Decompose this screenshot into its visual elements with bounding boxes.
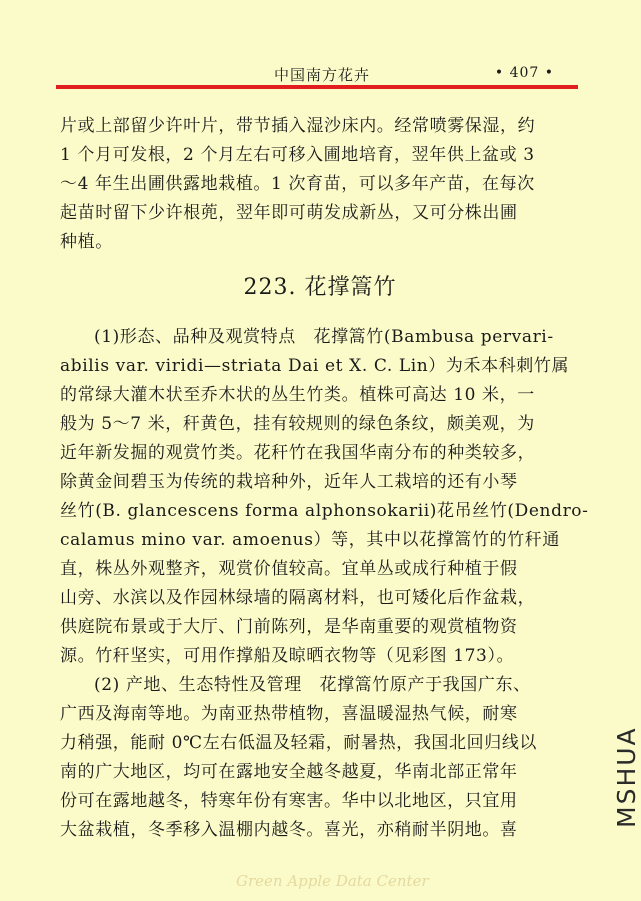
text-line: calamus mino var. amoenus）等，其中以花撑篙竹的竹秆通 (60, 530, 560, 550)
side-watermark: MSHUA (612, 726, 641, 828)
footer-watermark: Green Apple Data Center (236, 872, 429, 890)
text-line: abilis var. viridi—striata Dai et X. C. Lin）为禾本科刺竹属 (60, 356, 570, 376)
text-line: 种植。 (60, 232, 113, 252)
text-line: 1 个月可发根，2 个月左右可移入圃地培育，翌年供上盆或 3 (60, 145, 535, 165)
text-line: 大盆栽植，冬季移入温棚内越冬。喜光，亦稍耐半阴地。喜 (60, 820, 518, 840)
text-line: ～4 年生出圃供露地栽植。1 次育苗，可以多年产苗，在每次 (60, 174, 535, 194)
section-title: 223. 花撑篙竹 (243, 275, 397, 300)
text-line: 源。竹秆坚实，可用作撑船及晾晒衣物等（见彩图 173）。 (60, 646, 515, 666)
text-line: 的常绿大灌木状至乔木状的丛生竹类。植株可高达 10 米，一 (60, 385, 535, 405)
text-line: 南的广大地区，均可在露地安全越冬越夏，华南北部正常年 (60, 762, 518, 782)
text-line: (2) 产地、生态特性及管理 花撑篙竹原产于我国广东、 (94, 675, 531, 695)
text-line: 起苗时留下少许根蔸，翌年即可萌发成新丛，又可分株出圃 (60, 203, 518, 223)
text-line: 丝竹(B. glancescens forma alphonsokarii)花吊丝竹(Dendro- (60, 501, 589, 521)
text-line: 份可在露地越冬，特寒年份有寒害。华中以北地区，只宜用 (60, 791, 518, 811)
text-line: 直，株丛外观整齐，观赏价值较高。宜单丛或成行种植于假 (60, 559, 518, 579)
text-line: 供庭院布景或于大厅、门前陈列，是华南重要的观赏植物资 (60, 617, 518, 637)
text-line: 山旁、水滨以及作园林绿墙的隔离材料，也可矮化后作盆栽， (60, 588, 536, 608)
text-line: (1)形态、品种及观赏特点 花撑篙竹(Bambusa pervari- (94, 327, 554, 347)
text-line: 片或上部留少许叶片，带节插入湿沙床内。经常喷雾保湿，约 (60, 116, 536, 136)
text-line: 般为 5～7 米，秆黄色，挂有较规则的绿色条纹，颇美观，为 (60, 414, 535, 434)
text-line: 力稍强，能耐 0℃左右低温及轻霜，耐暑热，我国北回归线以 (60, 733, 538, 753)
text-line: 广西及海南等地。为南亚热带植物，喜温暖湿热气候，耐寒 (60, 704, 518, 724)
running-header (56, 62, 580, 84)
text-line: 近年新发掘的观赏竹类。花秆竹在我国华南分布的种类较多， (60, 443, 536, 463)
paragraph-before-section (60, 112, 580, 257)
running-title: 中国南方花卉 (274, 66, 371, 84)
text-line: 除黄金间碧玉为传统的栽培种外，近年人工栽培的还有小琴 (60, 472, 518, 492)
header-rule (56, 85, 578, 89)
section-body (60, 323, 589, 845)
body-text (60, 112, 589, 845)
page-number: • 407 • (494, 65, 554, 81)
